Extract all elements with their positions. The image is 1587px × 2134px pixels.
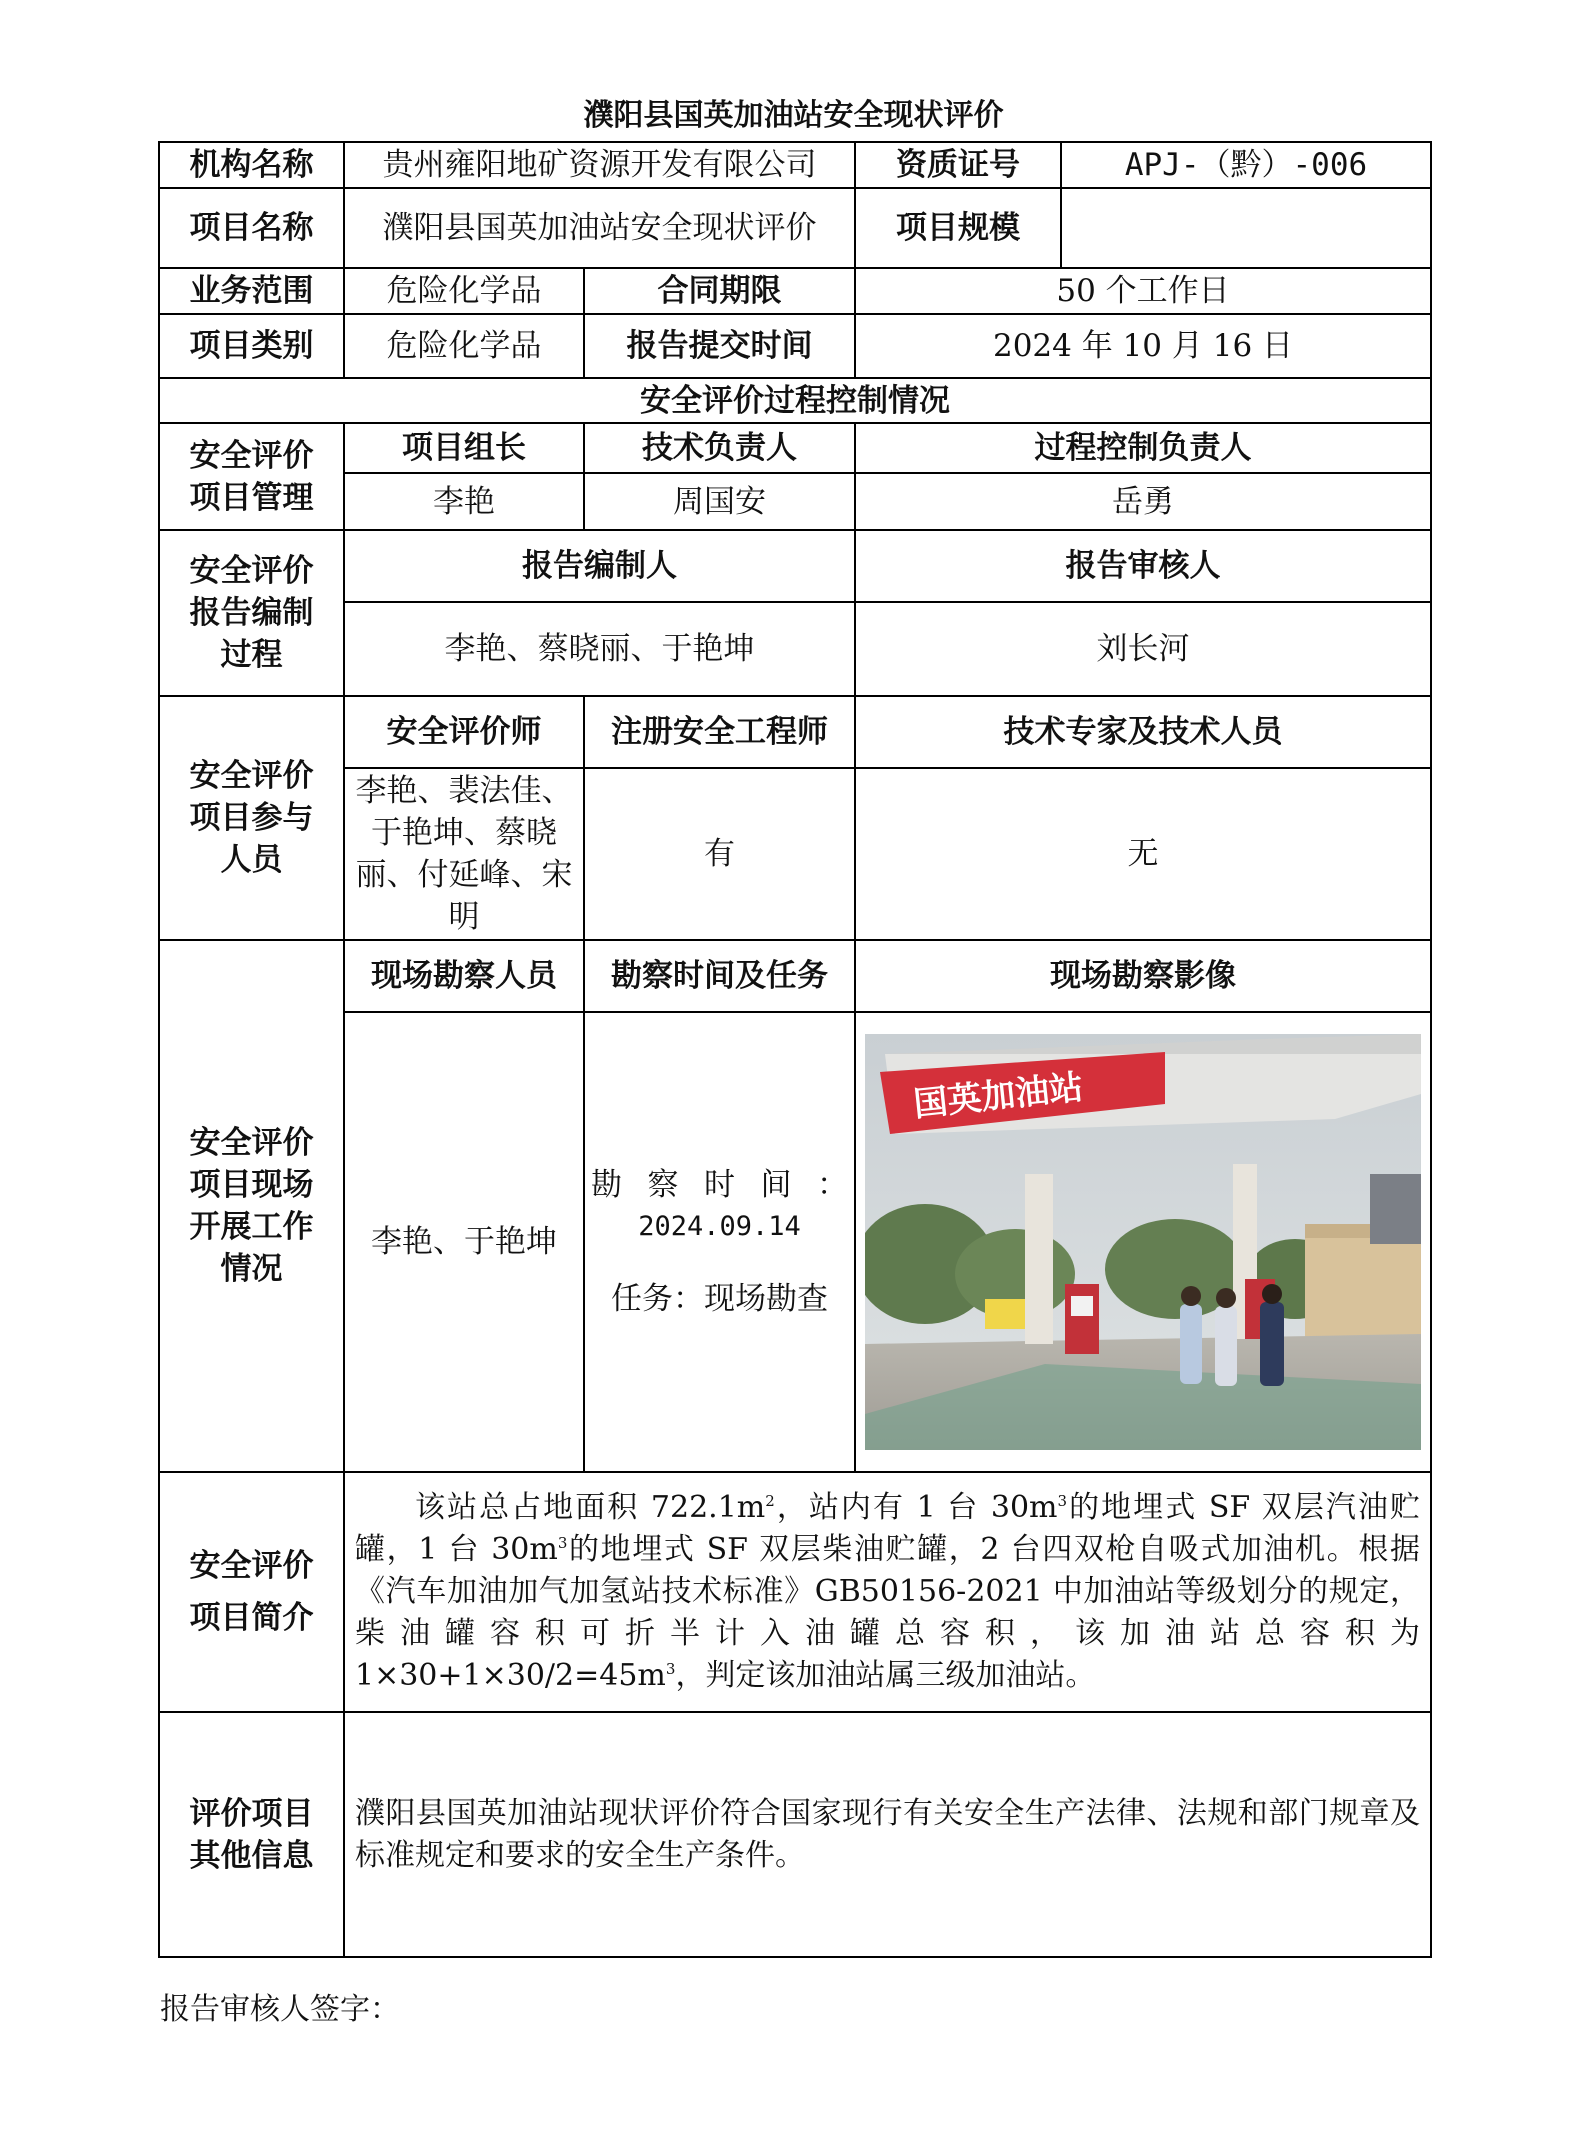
- management-value-process: 岳勇: [855, 473, 1431, 530]
- participants-header-engineer: 注册安全工程师: [584, 696, 855, 768]
- participants-engineer: 有: [584, 768, 855, 940]
- report-label: [159, 530, 344, 696]
- report-label-line1: 安全评价: [189, 553, 314, 589]
- intro-paragraph: [351, 1487, 1424, 1697]
- management-value-tech: 周国安: [584, 473, 855, 530]
- management-label-line1: 安全评价: [189, 437, 314, 474]
- scope-value: 危险化学品: [344, 268, 584, 314]
- intro-text-b: ，站内有 1 台 30m: [774, 1490, 1058, 1525]
- photo-station-sign: 国英加油站: [911, 1067, 1086, 1125]
- intro-text-c: 的地埋式 SF 双层汽油贮罐，1 台 30m: [355, 1490, 1420, 1567]
- survey-label-line1: 安全评价: [189, 1125, 314, 1161]
- management-value-leader: 李艳: [344, 473, 584, 530]
- cert-label: 资质证号: [855, 142, 1061, 188]
- scale-value: [1061, 188, 1431, 268]
- report-value-writer: 李艳、蔡晓丽、于艳坤: [344, 602, 855, 696]
- survey-staff: 李艳、于艳坤: [344, 1012, 584, 1472]
- survey-time-value: 2024.09.14: [638, 1211, 801, 1242]
- participants-label-line3: 人员: [220, 842, 283, 878]
- intro-text-a: 该站总占地面积 722.1m: [415, 1490, 766, 1525]
- scope-label: 业务范围: [159, 268, 344, 314]
- evaluators-line4: 明: [448, 899, 480, 935]
- evaluators-line3: 丽、付延峰、宋: [355, 857, 573, 893]
- intro-label: [159, 1472, 344, 1712]
- other-text: 濮阳县国英加油站现状评价符合国家现行有关安全生产法律、法规和部门规章及标准规定和要求的安全生产条件。: [355, 1795, 1420, 1873]
- evaluators-line2: 于艳坤、蔡晓: [371, 815, 557, 851]
- survey-task: 任务：现场勘查: [611, 1281, 828, 1317]
- evaluation-table: [158, 141, 1432, 1958]
- cert-value: APJ-（黔）-006: [1061, 142, 1431, 188]
- participants-label-line1: 安全评价: [189, 758, 314, 794]
- other-text-cell: [344, 1712, 1431, 1957]
- intro-text: [344, 1472, 1431, 1712]
- submit-value: 2024 年 10 月 16 日: [855, 314, 1431, 378]
- participants-label-line2: 项目参与: [189, 800, 314, 836]
- intro-text-d: 的地埋式 SF 双层柴油贮罐，2 台四双枪自吸式加油机。根据《汽车加油加气加氢站技术标准》GB50156-2021 中加油站等级划分的规定，柴油罐容积可折半计入油罐总容积，该加油站总容积为 1×30+1×30/2=45m: [355, 1532, 1421, 1693]
- survey-photo-cell: [855, 1012, 1431, 1472]
- survey-label: [159, 940, 344, 1472]
- survey-label-line3: 开展工作: [189, 1209, 314, 1245]
- document-title: 濮阳县国英加油站安全现状评价: [583, 98, 1004, 133]
- participants-header-evaluator: 安全评价师: [344, 696, 584, 768]
- intro-sup-c: 3: [557, 1534, 568, 1552]
- org-label: 机构名称: [159, 142, 344, 188]
- project-value: 濮阳县国英加油站安全现状评价: [344, 188, 855, 268]
- report-label-line2: 报告编制: [189, 595, 314, 631]
- survey-header-photo: 现场勘察影像: [855, 940, 1431, 1012]
- intro-label-line1: 安全评价: [189, 1548, 314, 1584]
- period-label: 合同期限: [584, 268, 855, 314]
- management-header-tech: 技术负责人: [584, 423, 855, 473]
- category-value: 危险化学品: [344, 314, 584, 378]
- intro-sup-a: 2: [765, 1492, 775, 1510]
- participants-header-experts: 技术专家及技术人员: [855, 696, 1431, 768]
- category-label: 项目类别: [159, 314, 344, 378]
- submit-label: 报告提交时间: [584, 314, 855, 378]
- report-value-reviewer: 刘长河: [855, 602, 1431, 696]
- section-title: 安全评价过程控制情况: [159, 378, 1431, 423]
- survey-label-line2: 项目现场: [189, 1167, 314, 1203]
- report-label-line3: 过程: [220, 637, 283, 673]
- survey-label-line4: 情况: [220, 1251, 283, 1287]
- scale-label: 项目规模: [855, 188, 1061, 268]
- gas-station-photo: [865, 1034, 1421, 1450]
- evaluators-line1: 李艳、裴法佳、: [355, 773, 573, 809]
- survey-time-label: 勘察时间：: [591, 1167, 848, 1203]
- other-label-line1: 评价项目: [189, 1795, 314, 1832]
- org-value: 贵州雍阳地矿资源开发有限公司: [344, 142, 855, 188]
- management-label-line2: 项目管理: [189, 479, 314, 516]
- participants-evaluators: [344, 768, 584, 940]
- survey-header-staff: 现场勘察人员: [344, 940, 584, 1012]
- reviewer-signature-label: 报告审核人签字：: [160, 1992, 400, 2027]
- intro-sup-b: 3: [1057, 1492, 1068, 1510]
- participants-label: [159, 696, 344, 940]
- period-value: 50 个工作日: [855, 268, 1431, 314]
- intro-text-e: ，判定该加油站属三级加油站。: [675, 1658, 1096, 1693]
- participants-experts: 无: [855, 768, 1431, 940]
- project-label: 项目名称: [159, 188, 344, 268]
- survey-time-task: [584, 1012, 855, 1472]
- other-label-line2: 其他信息: [189, 1837, 314, 1874]
- report-header-writer: 报告编制人: [344, 530, 855, 602]
- management-label: [159, 423, 344, 530]
- survey-header-time: 勘察时间及任务: [584, 940, 855, 1012]
- management-header-process: 过程控制负责人: [855, 423, 1431, 473]
- management-header-leader: 项目组长: [344, 423, 584, 473]
- intro-sup-d: 3: [665, 1660, 676, 1678]
- report-header-reviewer: 报告审核人: [855, 530, 1431, 602]
- other-label: [159, 1712, 344, 1957]
- intro-label-line2: 项目简介: [189, 1600, 314, 1636]
